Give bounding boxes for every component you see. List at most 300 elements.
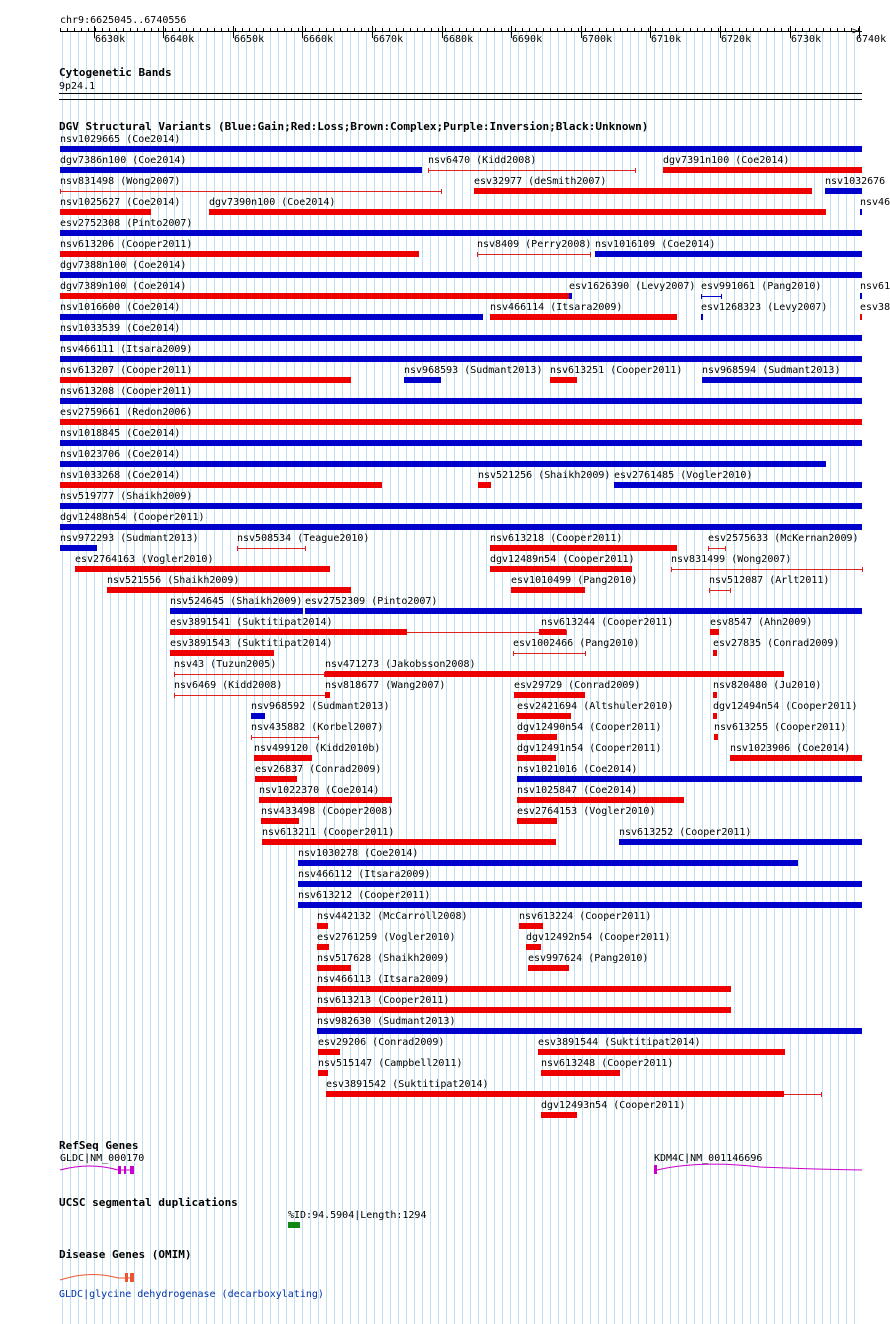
variant-label[interactable]: nsv613207 (Cooper2011) bbox=[60, 365, 193, 376]
variant-label[interactable]: esv2759661 (Redon2006) bbox=[60, 407, 193, 418]
variant-bar[interactable] bbox=[550, 377, 577, 383]
variant-span-end bbox=[566, 630, 567, 635]
variant-label[interactable]: nsv521256 (Shaikh2009) bbox=[478, 470, 611, 481]
variant-bar[interactable] bbox=[318, 1049, 340, 1055]
ruler-tick-label: 6690k bbox=[512, 34, 543, 45]
variant-label[interactable]: nsv6469 (Kidd2008) bbox=[174, 680, 283, 691]
grid-line bbox=[454, 32, 455, 1324]
variant-bar[interactable] bbox=[710, 629, 719, 635]
variant-bar[interactable] bbox=[261, 818, 299, 824]
variant-label[interactable]: nsv613212 (Cooper2011) bbox=[298, 890, 431, 901]
variant-bar[interactable] bbox=[614, 482, 862, 488]
variant-label[interactable]: nsv613248 (Cooper2011) bbox=[541, 1058, 674, 1069]
variant-label[interactable]: nsv1021016 (Coe2014) bbox=[517, 764, 638, 775]
variant-bar[interactable] bbox=[619, 839, 862, 845]
ruler-tick-label: 6710k bbox=[651, 34, 682, 45]
variant-bar[interactable] bbox=[860, 314, 862, 320]
ruler-minor-tick bbox=[438, 28, 439, 31]
variant-label[interactable]: nsv613213 (Cooper2011) bbox=[317, 995, 450, 1006]
variant-label[interactable]: nsv613208 (Cooper2011) bbox=[60, 386, 193, 397]
kdm4c-exon bbox=[654, 1165, 657, 1174]
variant-label[interactable]: esv29729 (Conrad2009) bbox=[514, 680, 641, 691]
variant-label[interactable]: nsv1032676 bbox=[825, 176, 886, 187]
variant-bar[interactable] bbox=[318, 1070, 328, 1076]
ruler-minor-tick bbox=[151, 28, 152, 31]
variant-bar[interactable] bbox=[60, 272, 862, 278]
ruler-minor-tick bbox=[809, 28, 810, 31]
ruler-minor-tick bbox=[487, 28, 488, 31]
ruler-minor-tick bbox=[704, 28, 705, 31]
variant-label[interactable]: esv1002466 (Pang2010) bbox=[513, 638, 640, 649]
variant-span-line[interactable] bbox=[174, 695, 326, 696]
grid-line bbox=[622, 32, 623, 1324]
ruler-minor-tick bbox=[158, 28, 159, 31]
variant-label[interactable]: esv38 bbox=[860, 302, 890, 313]
variant-label[interactable]: nsv972293 (Sudmant2013) bbox=[60, 533, 199, 544]
variant-label[interactable]: nsv613211 (Cooper2011) bbox=[262, 827, 395, 838]
ruler-minor-tick bbox=[200, 28, 201, 31]
variant-bar[interactable] bbox=[325, 692, 330, 698]
variant-label[interactable]: nsv1018845 (Coe2014) bbox=[60, 428, 181, 439]
variant-label[interactable]: nsv466113 (Itsara2009) bbox=[317, 974, 450, 985]
variant-label[interactable]: nsv435882 (Korbel2007) bbox=[251, 722, 384, 733]
refseq-gene-models[interactable] bbox=[0, 1160, 890, 1180]
ruler-tick-label: 6700k bbox=[582, 34, 613, 45]
variant-label[interactable]: esv997624 (Pang2010) bbox=[528, 953, 649, 964]
variant-label[interactable]: nsv1033539 (Coe2014) bbox=[60, 323, 181, 334]
variant-bar[interactable] bbox=[305, 608, 862, 614]
variant-label[interactable]: dgv7391n100 (Coe2014) bbox=[663, 155, 790, 166]
variant-label[interactable]: nsv442132 (McCarroll2008) bbox=[317, 911, 468, 922]
variant-bar[interactable] bbox=[60, 503, 862, 509]
variant-bar[interactable] bbox=[298, 881, 862, 887]
variant-bar[interactable] bbox=[860, 209, 862, 215]
variant-bar[interactable] bbox=[298, 860, 798, 866]
variant-bar[interactable] bbox=[317, 1007, 731, 1013]
ruler-minor-tick bbox=[340, 28, 341, 31]
variant-label[interactable]: esv1010499 (Pang2010) bbox=[511, 575, 638, 586]
variant-span-line[interactable] bbox=[701, 296, 721, 297]
variant-bar[interactable] bbox=[514, 692, 585, 698]
variant-bar[interactable] bbox=[326, 1091, 784, 1097]
variant-span-end bbox=[708, 546, 709, 551]
grid-line bbox=[518, 32, 519, 1324]
variant-label[interactable]: nsv1023906 (Coe2014) bbox=[730, 743, 851, 754]
grid-line bbox=[198, 32, 199, 1324]
variant-label[interactable]: esv29206 (Conrad2009) bbox=[318, 1037, 445, 1048]
grid-line bbox=[350, 32, 351, 1324]
variant-label[interactable]: nsv613251 (Cooper2011) bbox=[550, 365, 683, 376]
variant-label[interactable]: dgv12493n54 (Cooper2011) bbox=[541, 1100, 686, 1111]
variant-label[interactable]: esv3891544 (Suktitipat2014) bbox=[538, 1037, 701, 1048]
ruler-minor-tick bbox=[466, 28, 467, 31]
variant-label[interactable]: esv2761485 (Vogler2010) bbox=[614, 470, 753, 481]
variant-label[interactable]: nsv471273 (Jakobsson2008) bbox=[325, 659, 476, 670]
variant-label[interactable]: esv32977 (deSmith2007) bbox=[474, 176, 607, 187]
position-label: chr9:6625045..6740556 bbox=[60, 15, 187, 26]
ruler-minor-tick bbox=[389, 28, 390, 31]
grid-line bbox=[702, 32, 703, 1324]
dgv-track-title[interactable]: DGV Structural Variants (Blue:Gain;Red:Loss;Brown:Complex;Purple:Inversion;Black:Unknown) bbox=[59, 120, 649, 133]
grid-line bbox=[774, 32, 775, 1324]
grid-line bbox=[430, 32, 431, 1324]
variant-span-end bbox=[513, 651, 514, 656]
variant-bar[interactable] bbox=[298, 902, 862, 908]
variant-label[interactable]: nsv968593 (Sudmant2013) bbox=[404, 365, 543, 376]
variant-bar[interactable] bbox=[60, 146, 862, 152]
variant-bar[interactable] bbox=[209, 209, 826, 215]
variant-label[interactable]: nsv1025847 (Coe2014) bbox=[517, 785, 638, 796]
variant-label[interactable]: nsv818677 (Wang2007) bbox=[325, 680, 446, 691]
variant-bar[interactable] bbox=[60, 251, 419, 257]
variant-bar[interactable] bbox=[254, 755, 312, 761]
cytoband-line-bottom bbox=[59, 99, 862, 100]
ruler-minor-tick bbox=[95, 28, 96, 31]
variant-bar[interactable] bbox=[255, 776, 297, 782]
variant-bar[interactable] bbox=[539, 629, 566, 635]
variant-label[interactable]: esv2764163 (Vogler2010) bbox=[75, 554, 214, 565]
variant-bar[interactable] bbox=[517, 755, 556, 761]
variant-bar[interactable] bbox=[262, 839, 556, 845]
variant-bar[interactable] bbox=[714, 734, 718, 740]
variant-label[interactable]: nsv1033268 (Coe2014) bbox=[60, 470, 181, 481]
grid-line bbox=[462, 32, 463, 1324]
variant-bar[interactable] bbox=[478, 482, 491, 488]
ruler-minor-tick bbox=[648, 28, 649, 31]
ruler-tick-label: 6740k bbox=[856, 34, 887, 45]
variant-label[interactable]: esv8547 (Ahn2009) bbox=[710, 617, 813, 628]
variant-label[interactable]: nsv831499 (Wong2007) bbox=[671, 554, 792, 565]
variant-label[interactable]: esv2752309 (Pinto2007) bbox=[305, 596, 438, 607]
ruler-tick-label: 6730k bbox=[791, 34, 822, 45]
variant-bar[interactable] bbox=[528, 965, 569, 971]
variant-bar[interactable] bbox=[663, 167, 862, 173]
ruler-minor-tick bbox=[137, 28, 138, 31]
variant-label[interactable]: nsv968594 (Sudmant2013) bbox=[702, 365, 841, 376]
ruler-minor-tick bbox=[690, 28, 691, 31]
variant-bar[interactable] bbox=[541, 1112, 577, 1118]
variant-bar[interactable] bbox=[569, 293, 572, 299]
variant-bar[interactable] bbox=[60, 377, 351, 383]
ruler-minor-tick bbox=[284, 28, 285, 31]
variant-bar[interactable] bbox=[60, 209, 151, 215]
ruler-minor-tick bbox=[291, 28, 292, 31]
variant-label[interactable]: esv2421694 (Altshuler2010) bbox=[517, 701, 674, 712]
variant-label[interactable]: dgv7389n100 (Coe2014) bbox=[60, 281, 187, 292]
variant-bar[interactable] bbox=[517, 734, 557, 740]
ruler-minor-tick bbox=[592, 28, 593, 31]
variant-label[interactable]: nsv519777 (Shaikh2009) bbox=[60, 491, 193, 502]
ruler-minor-tick bbox=[627, 28, 628, 31]
variant-span-end bbox=[441, 189, 442, 194]
gene-label-gldc[interactable]: GLDC|NM_000170 bbox=[60, 1153, 145, 1164]
ruler-minor-tick bbox=[221, 28, 222, 31]
variant-label[interactable]: nsv61 bbox=[860, 281, 890, 292]
variant-label[interactable]: nsv613218 (Cooper2011) bbox=[490, 533, 623, 544]
ruler-minor-tick bbox=[557, 28, 558, 31]
variant-bar[interactable] bbox=[490, 566, 632, 572]
ruler-minor-tick bbox=[130, 28, 131, 31]
variant-label[interactable]: nsv433498 (Cooper2008) bbox=[261, 806, 394, 817]
variant-bar[interactable] bbox=[825, 188, 862, 194]
ruler-minor-tick bbox=[599, 28, 600, 31]
ruler-minor-tick bbox=[326, 28, 327, 31]
variant-span-end bbox=[701, 294, 702, 299]
variant-label[interactable]: nsv1016600 (Coe2014) bbox=[60, 302, 181, 313]
variant-bar[interactable] bbox=[511, 587, 585, 593]
variant-bar[interactable] bbox=[317, 1028, 862, 1034]
variant-label[interactable]: nsv1023706 (Coe2014) bbox=[60, 449, 181, 460]
omim-track-title[interactable]: Disease Genes (OMIM) bbox=[59, 1248, 192, 1261]
variant-bar[interactable] bbox=[60, 398, 862, 404]
variant-label[interactable]: nsv466114 (Itsara2009) bbox=[490, 302, 623, 313]
grid-line bbox=[686, 32, 687, 1324]
grid-line bbox=[846, 32, 847, 1324]
variant-label[interactable]: dgv12490n54 (Cooper2011) bbox=[517, 722, 662, 733]
ruler-minor-tick bbox=[256, 28, 257, 31]
variant-label[interactable]: nsv613255 (Cooper2011) bbox=[714, 722, 847, 733]
variant-bar[interactable] bbox=[317, 923, 328, 929]
variant-bar[interactable] bbox=[404, 377, 441, 383]
ruler-minor-tick bbox=[123, 28, 124, 31]
variant-label[interactable]: esv3891543 (Suktitipat2014) bbox=[170, 638, 333, 649]
variant-label[interactable]: dgv12491n54 (Cooper2011) bbox=[517, 743, 662, 754]
ruler-minor-tick bbox=[179, 28, 180, 31]
variant-bar[interactable] bbox=[60, 356, 862, 362]
ruler-minor-tick bbox=[550, 28, 551, 31]
variant-span-end bbox=[251, 735, 252, 740]
variant-bar[interactable] bbox=[60, 314, 483, 320]
variant-span-line[interactable] bbox=[251, 737, 318, 738]
ruler-minor-tick bbox=[270, 28, 271, 31]
variant-label[interactable]: esv2752308 (Pinto2007) bbox=[60, 218, 193, 229]
ruler-tick-label: 6630k bbox=[95, 34, 126, 45]
variant-span-line[interactable] bbox=[60, 191, 441, 192]
variant-bar[interactable] bbox=[60, 335, 862, 341]
variant-label[interactable]: dgv12492n54 (Cooper2011) bbox=[526, 932, 671, 943]
variant-bar[interactable] bbox=[490, 314, 677, 320]
variant-bar[interactable] bbox=[701, 314, 703, 320]
variant-label[interactable]: nsv8409 (Perry2008) bbox=[477, 239, 592, 250]
variant-bar[interactable] bbox=[730, 755, 862, 761]
variant-bar[interactable] bbox=[325, 671, 784, 677]
ruler-minor-tick bbox=[249, 28, 250, 31]
variant-label[interactable]: esv2575633 (McKernan2009) bbox=[708, 533, 859, 544]
variant-bar[interactable] bbox=[170, 608, 303, 614]
variant-bar[interactable] bbox=[170, 629, 407, 635]
variant-span-line[interactable] bbox=[428, 170, 635, 171]
variant-span-line[interactable] bbox=[709, 590, 730, 591]
variant-label[interactable]: esv2761259 (Vogler2010) bbox=[317, 932, 456, 943]
ruler-minor-tick bbox=[382, 28, 383, 31]
variant-bar[interactable] bbox=[519, 923, 543, 929]
variant-span-end bbox=[725, 546, 726, 551]
omim-gene-model[interactable] bbox=[0, 1268, 200, 1288]
variant-bar[interactable] bbox=[702, 377, 862, 383]
cytoband-track-title[interactable]: Cytogenetic Bands bbox=[59, 66, 172, 79]
ruler-minor-tick bbox=[445, 28, 446, 31]
ruler-tick-label: 6640k bbox=[164, 34, 195, 45]
variant-bar[interactable] bbox=[60, 524, 862, 530]
variant-bar[interactable] bbox=[526, 944, 541, 950]
variant-bar[interactable] bbox=[713, 692, 717, 698]
ruler-minor-tick bbox=[88, 28, 89, 31]
variant-label[interactable]: nsv613206 (Cooper2011) bbox=[60, 239, 193, 250]
variant-bar[interactable] bbox=[490, 545, 677, 551]
variant-bar[interactable] bbox=[75, 566, 330, 572]
variant-bar[interactable] bbox=[60, 545, 97, 551]
variant-label[interactable]: nsv831498 (Wong2007) bbox=[60, 176, 181, 187]
variant-label[interactable]: esv3891542 (Suktitipat2014) bbox=[326, 1079, 489, 1090]
variant-label[interactable]: nsv521556 (Shaikh2009) bbox=[107, 575, 240, 586]
variant-span-line[interactable] bbox=[708, 548, 725, 549]
variant-span-end bbox=[709, 588, 710, 593]
variant-label[interactable]: nsv466111 (Itsara2009) bbox=[60, 344, 193, 355]
variant-bar[interactable] bbox=[713, 650, 717, 656]
variant-label[interactable]: esv1268323 (Levy2007) bbox=[701, 302, 828, 313]
variant-label[interactable]: dgv7390n100 (Coe2014) bbox=[209, 197, 336, 208]
variant-label[interactable]: nsv517628 (Shaikh2009) bbox=[317, 953, 450, 964]
ruler-minor-tick bbox=[305, 28, 306, 31]
variant-label[interactable]: dgv7386n100 (Coe2014) bbox=[60, 155, 187, 166]
variant-bar[interactable] bbox=[60, 293, 570, 299]
variant-label[interactable]: nsv1030278 (Coe2014) bbox=[298, 848, 419, 859]
ruler-minor-tick bbox=[844, 28, 845, 31]
ruler-minor-tick bbox=[375, 28, 376, 31]
variant-bar[interactable] bbox=[713, 713, 717, 719]
variant-span-end bbox=[174, 693, 175, 698]
variant-bar[interactable] bbox=[251, 713, 265, 719]
variant-bar[interactable] bbox=[259, 797, 392, 803]
ruler-minor-tick bbox=[263, 28, 264, 31]
variant-label[interactable]: nsv1025627 (Coe2014) bbox=[60, 197, 181, 208]
variant-span-end bbox=[862, 567, 863, 572]
variant-label[interactable]: esv2764153 (Vogler2010) bbox=[517, 806, 656, 817]
variant-label[interactable]: dgv12488n54 (Cooper2011) bbox=[60, 512, 205, 523]
ruler-minor-tick bbox=[641, 28, 642, 31]
variant-bar[interactable] bbox=[60, 419, 862, 425]
variant-label[interactable]: esv26837 (Conrad2009) bbox=[255, 764, 382, 775]
variant-bar[interactable] bbox=[517, 776, 862, 782]
variant-span-end bbox=[821, 1092, 822, 1097]
variant-label[interactable]: esv1626390 (Levy2007) bbox=[569, 281, 696, 292]
variant-bar[interactable] bbox=[517, 818, 557, 824]
refseq-track-title[interactable]: RefSeq Genes bbox=[59, 1139, 139, 1152]
variant-bar[interactable] bbox=[517, 713, 571, 719]
segdup-track-title[interactable]: UCSC segmental duplications bbox=[59, 1196, 238, 1209]
variant-label[interactable]: esv991061 (Pang2010) bbox=[701, 281, 822, 292]
variant-bar[interactable] bbox=[60, 167, 422, 173]
variant-label[interactable]: nsv613224 (Cooper2011) bbox=[519, 911, 652, 922]
grid-line bbox=[830, 32, 831, 1324]
variant-span-line[interactable] bbox=[477, 254, 590, 255]
ruler-minor-tick bbox=[312, 28, 313, 31]
variant-label[interactable]: nsv466112 (Itsara2009) bbox=[298, 869, 431, 880]
variant-label[interactable]: nsv499120 (Kidd2010b) bbox=[254, 743, 381, 754]
grid-line bbox=[718, 32, 719, 1324]
grid-line bbox=[326, 32, 327, 1324]
variant-label[interactable]: esv3891541 (Suktitipat2014) bbox=[170, 617, 333, 628]
variant-bar[interactable] bbox=[860, 293, 862, 299]
ruler-minor-tick bbox=[634, 28, 635, 31]
variant-bar[interactable] bbox=[60, 230, 862, 236]
omim-gene-link[interactable]: GLDC|glycine dehydrogenase (decarboxylating) bbox=[59, 1289, 324, 1300]
ruler-minor-tick bbox=[718, 28, 719, 31]
variant-bar[interactable] bbox=[107, 587, 351, 593]
segdup-label[interactable]: %ID:94.5904|Length:1294 bbox=[288, 1210, 427, 1221]
variant-span-line[interactable] bbox=[513, 653, 585, 654]
variant-label[interactable]: nsv613252 (Cooper2011) bbox=[619, 827, 752, 838]
variant-label[interactable]: dgv7388n100 (Coe2014) bbox=[60, 260, 187, 271]
ruler-minor-tick bbox=[543, 28, 544, 31]
variant-label[interactable]: nsv46 bbox=[860, 197, 890, 208]
variant-label[interactable]: nsv613244 (Cooper2011) bbox=[541, 617, 674, 628]
variant-bar[interactable] bbox=[538, 1049, 785, 1055]
variant-bar[interactable] bbox=[541, 1070, 620, 1076]
variant-span-line[interactable] bbox=[174, 674, 324, 675]
variant-label[interactable]: nsv6470 (Kidd2008) bbox=[428, 155, 537, 166]
variant-span-end bbox=[60, 189, 61, 194]
variant-label[interactable]: nsv43 (Tuzun2005) bbox=[174, 659, 277, 670]
variant-bar[interactable] bbox=[317, 965, 351, 971]
variant-span-line[interactable] bbox=[671, 569, 862, 570]
ruler-minor-tick bbox=[529, 28, 530, 31]
grid-line bbox=[798, 32, 799, 1324]
variant-label[interactable]: nsv512087 (Arlt2011) bbox=[709, 575, 830, 586]
variant-label[interactable]: dgv12494n54 (Cooper2011) bbox=[713, 701, 858, 712]
variant-label[interactable]: esv27835 (Conrad2009) bbox=[713, 638, 840, 649]
variant-bar[interactable] bbox=[317, 944, 329, 950]
variant-label[interactable]: nsv1029665 (Coe2014) bbox=[60, 134, 181, 145]
variant-label[interactable]: nsv524645 (Shaikh2009) bbox=[170, 596, 303, 607]
ruler-arrow-icon: > bbox=[852, 26, 859, 37]
variant-label[interactable]: nsv968592 (Sudmant2013) bbox=[251, 701, 390, 712]
ruler-minor-tick bbox=[725, 28, 726, 31]
variant-bar[interactable] bbox=[60, 461, 826, 467]
gene-label-kdm4c[interactable]: KDM4C|NM_001146696 bbox=[654, 1153, 763, 1164]
grid-line bbox=[526, 32, 527, 1324]
segdup-bar[interactable] bbox=[288, 1222, 300, 1228]
variant-label[interactable]: nsv515147 (Campbell2011) bbox=[318, 1058, 463, 1069]
variant-bar[interactable] bbox=[60, 440, 862, 446]
ruler-minor-tick bbox=[347, 28, 348, 31]
grid-line bbox=[286, 32, 287, 1324]
grid-line bbox=[222, 32, 223, 1324]
ruler-minor-tick bbox=[522, 28, 523, 31]
variant-label[interactable]: nsv1016109 (Coe2014) bbox=[595, 239, 716, 250]
ruler-minor-tick bbox=[396, 28, 397, 31]
grid-line bbox=[558, 32, 559, 1324]
variant-label[interactable]: nsv820480 (Ju2010) bbox=[713, 680, 822, 691]
variant-label[interactable]: nsv1022370 (Coe2014) bbox=[259, 785, 380, 796]
ruler-minor-tick bbox=[606, 28, 607, 31]
grid-line bbox=[302, 32, 303, 1324]
variant-label[interactable]: nsv508534 (Teague2010) bbox=[237, 533, 370, 544]
variant-span-end bbox=[671, 567, 672, 572]
grid-line bbox=[854, 32, 855, 1324]
grid-line bbox=[550, 32, 551, 1324]
variant-bar[interactable] bbox=[170, 650, 274, 656]
grid-line bbox=[438, 32, 439, 1324]
variant-bar[interactable] bbox=[595, 251, 862, 257]
variant-bar[interactable] bbox=[474, 188, 812, 194]
variant-bar[interactable] bbox=[60, 482, 382, 488]
variant-label[interactable]: nsv982630 (Sudmant2013) bbox=[317, 1016, 456, 1027]
variant-span-line[interactable] bbox=[237, 548, 305, 549]
variant-bar[interactable] bbox=[317, 986, 731, 992]
variant-bar[interactable] bbox=[517, 797, 684, 803]
variant-label[interactable]: dgv12489n54 (Cooper2011) bbox=[490, 554, 635, 565]
